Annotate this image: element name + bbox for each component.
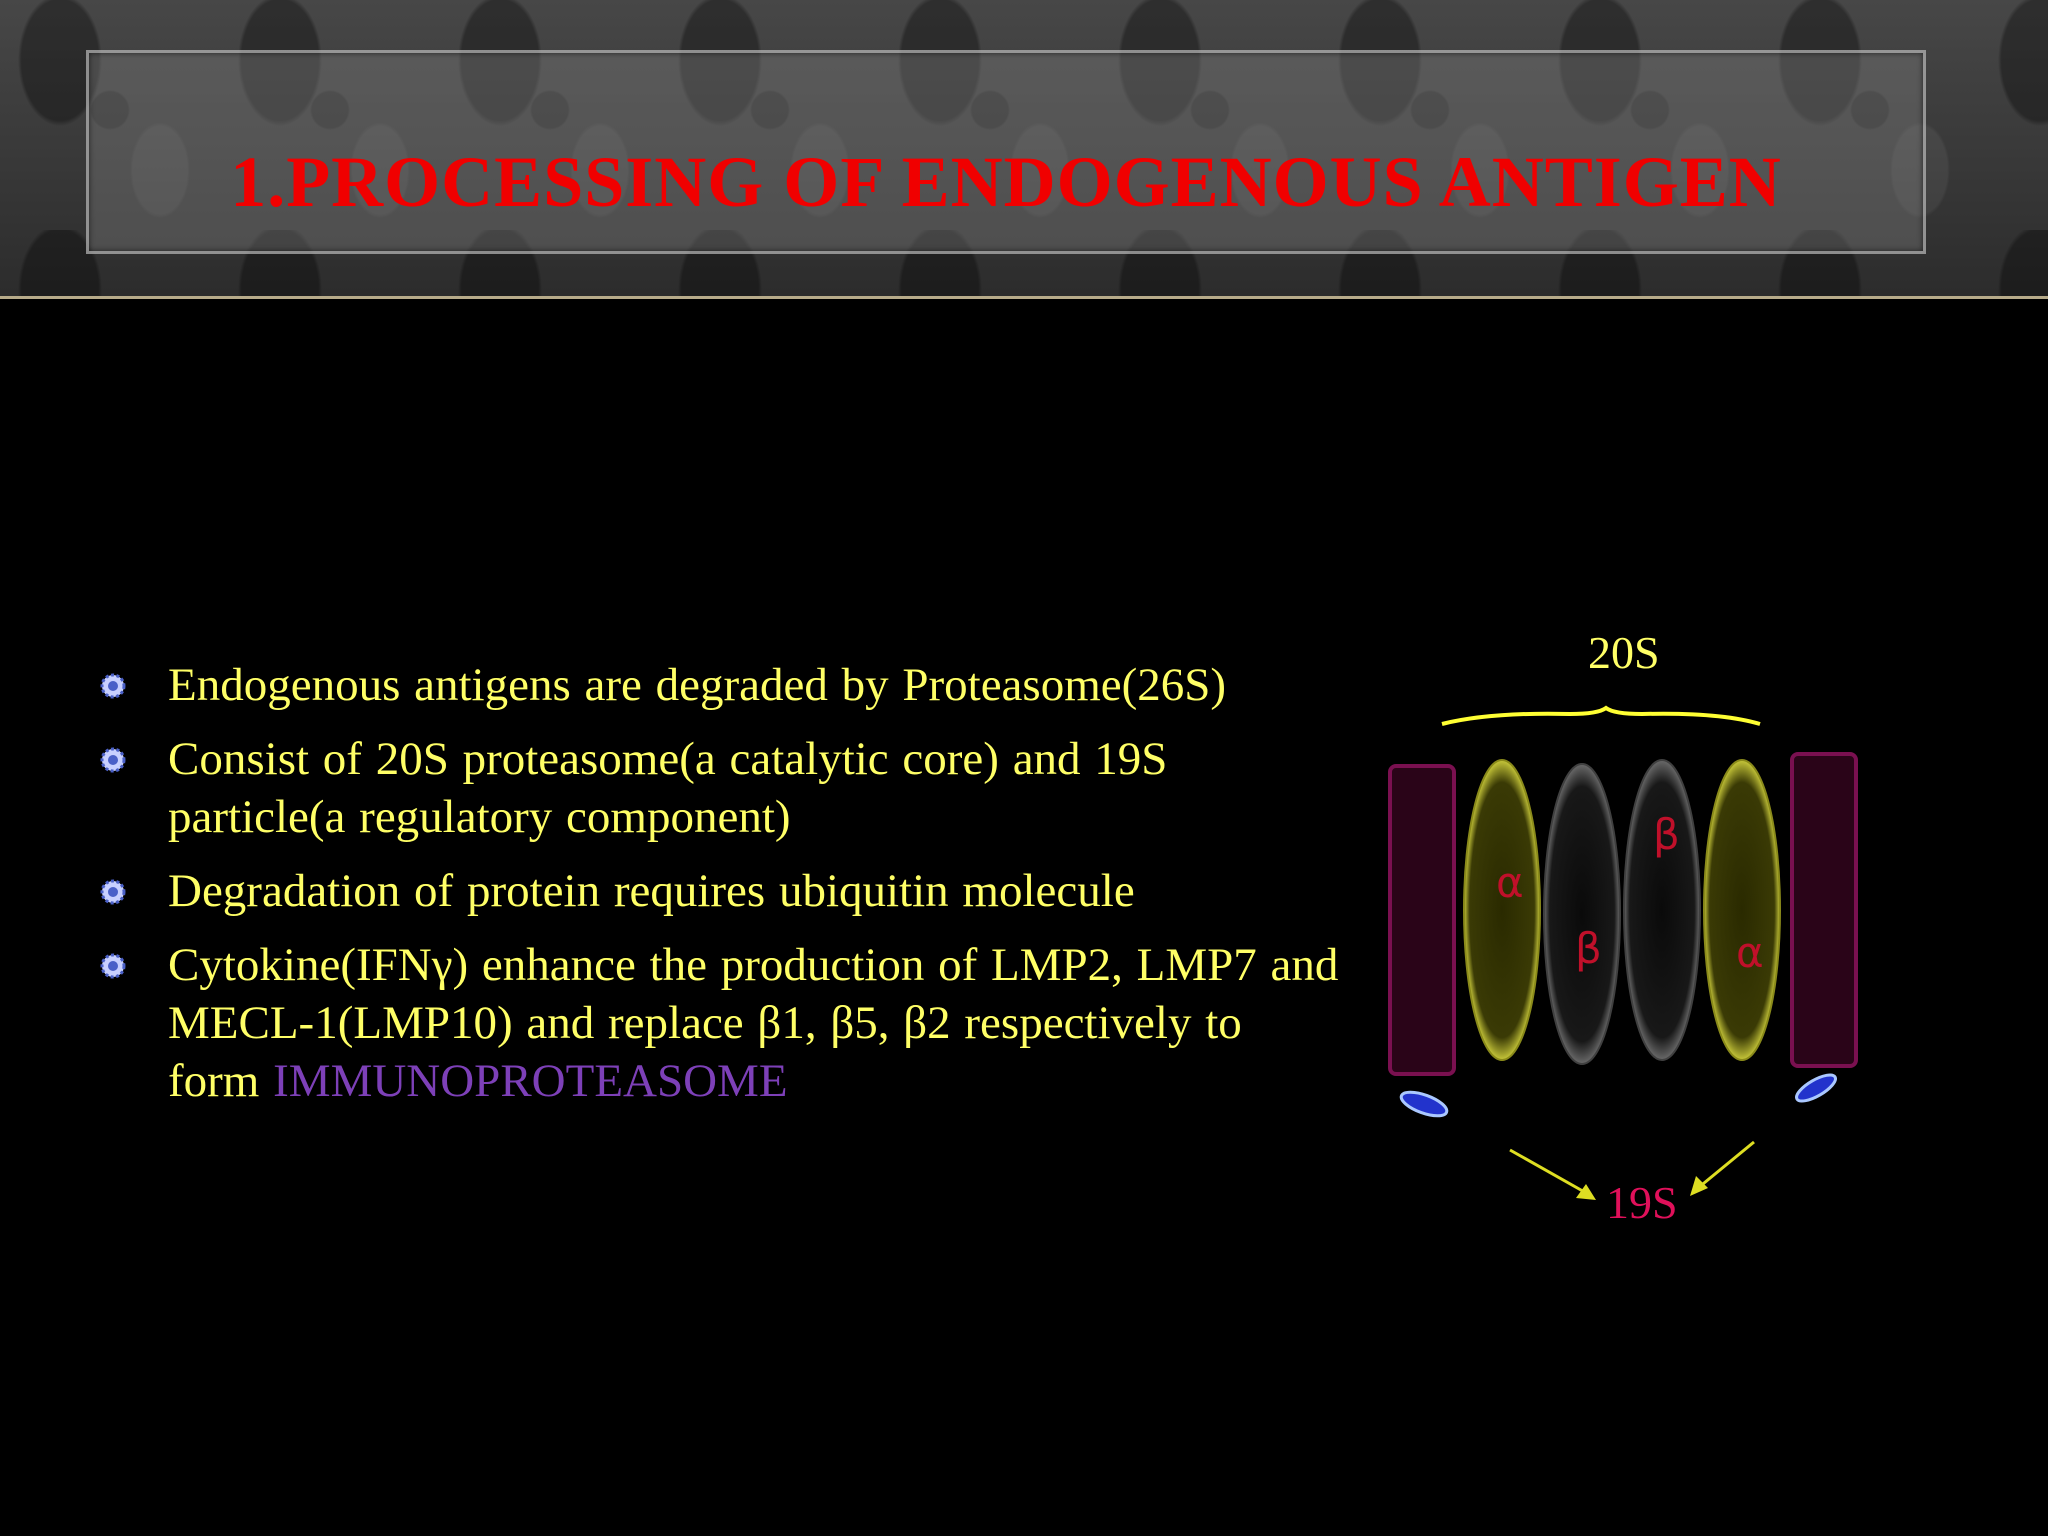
- label-19s: 19S: [1606, 1177, 1678, 1228]
- title-box: [86, 50, 1926, 254]
- alpha-ring-left: [1464, 760, 1540, 1060]
- ubiquitin-marker-right: [1793, 1070, 1839, 1106]
- alpha-left-label: α: [1496, 858, 1524, 907]
- bullet-text: Cytokine(IFNγ) enhance the production of LMP2, LMP7 and MECL-1(LMP10) and replace β1, β5, β2 respectively to form: [168, 939, 1339, 1107]
- regulatory-cap-left: [1390, 766, 1454, 1074]
- label-20s: 20S: [1588, 627, 1660, 678]
- bullet-item: [100, 656, 1340, 714]
- bullet-text: Consist of 20S proteasome(a catalytic core) and 19S particle(a regulatory component): [168, 733, 1168, 843]
- proteasome-drawing: [1370, 610, 1890, 1250]
- gear-bullet-icon: [100, 953, 126, 979]
- bullet-item: [100, 936, 1340, 1110]
- arrow-right: [1698, 1142, 1754, 1188]
- bullet-text: Endogenous antigens are degraded by Proteasome(26S): [168, 659, 1227, 711]
- regulatory-cap-right: [1792, 754, 1856, 1066]
- beta-bottom-label: β: [1575, 924, 1602, 973]
- gear-bullet-icon: [100, 879, 126, 905]
- proteasome-diagram: [1370, 610, 1890, 1250]
- arrow-left: [1510, 1150, 1588, 1194]
- arrowhead-right: [1690, 1176, 1708, 1196]
- beta-top-label: β: [1653, 810, 1680, 859]
- header-divider: [0, 296, 2048, 299]
- bracket-20s: [1442, 708, 1760, 724]
- immunoproteasome-highlight: IMMUNOPROTEASOME: [273, 1055, 788, 1107]
- alpha-ring-right: [1704, 760, 1780, 1060]
- bullet-text: Degradation of protein requires ubiquitin molecule: [168, 865, 1135, 917]
- arrowhead-left: [1576, 1184, 1596, 1200]
- gear-bullet-icon: [100, 747, 126, 773]
- slide-title: 1.PROCESSING OF ENDOGENOUS ANTIGEN: [230, 142, 1782, 222]
- beta-ring-left: [1544, 764, 1620, 1064]
- ubiquitin-marker-left: [1398, 1087, 1449, 1120]
- beta-ring-right: [1624, 760, 1700, 1060]
- bullet-item: [100, 862, 1340, 920]
- bullet-list: [100, 656, 1340, 1126]
- gear-bullet-icon: [100, 673, 126, 699]
- alpha-right-label: α: [1736, 928, 1764, 977]
- bullet-item: [100, 730, 1340, 846]
